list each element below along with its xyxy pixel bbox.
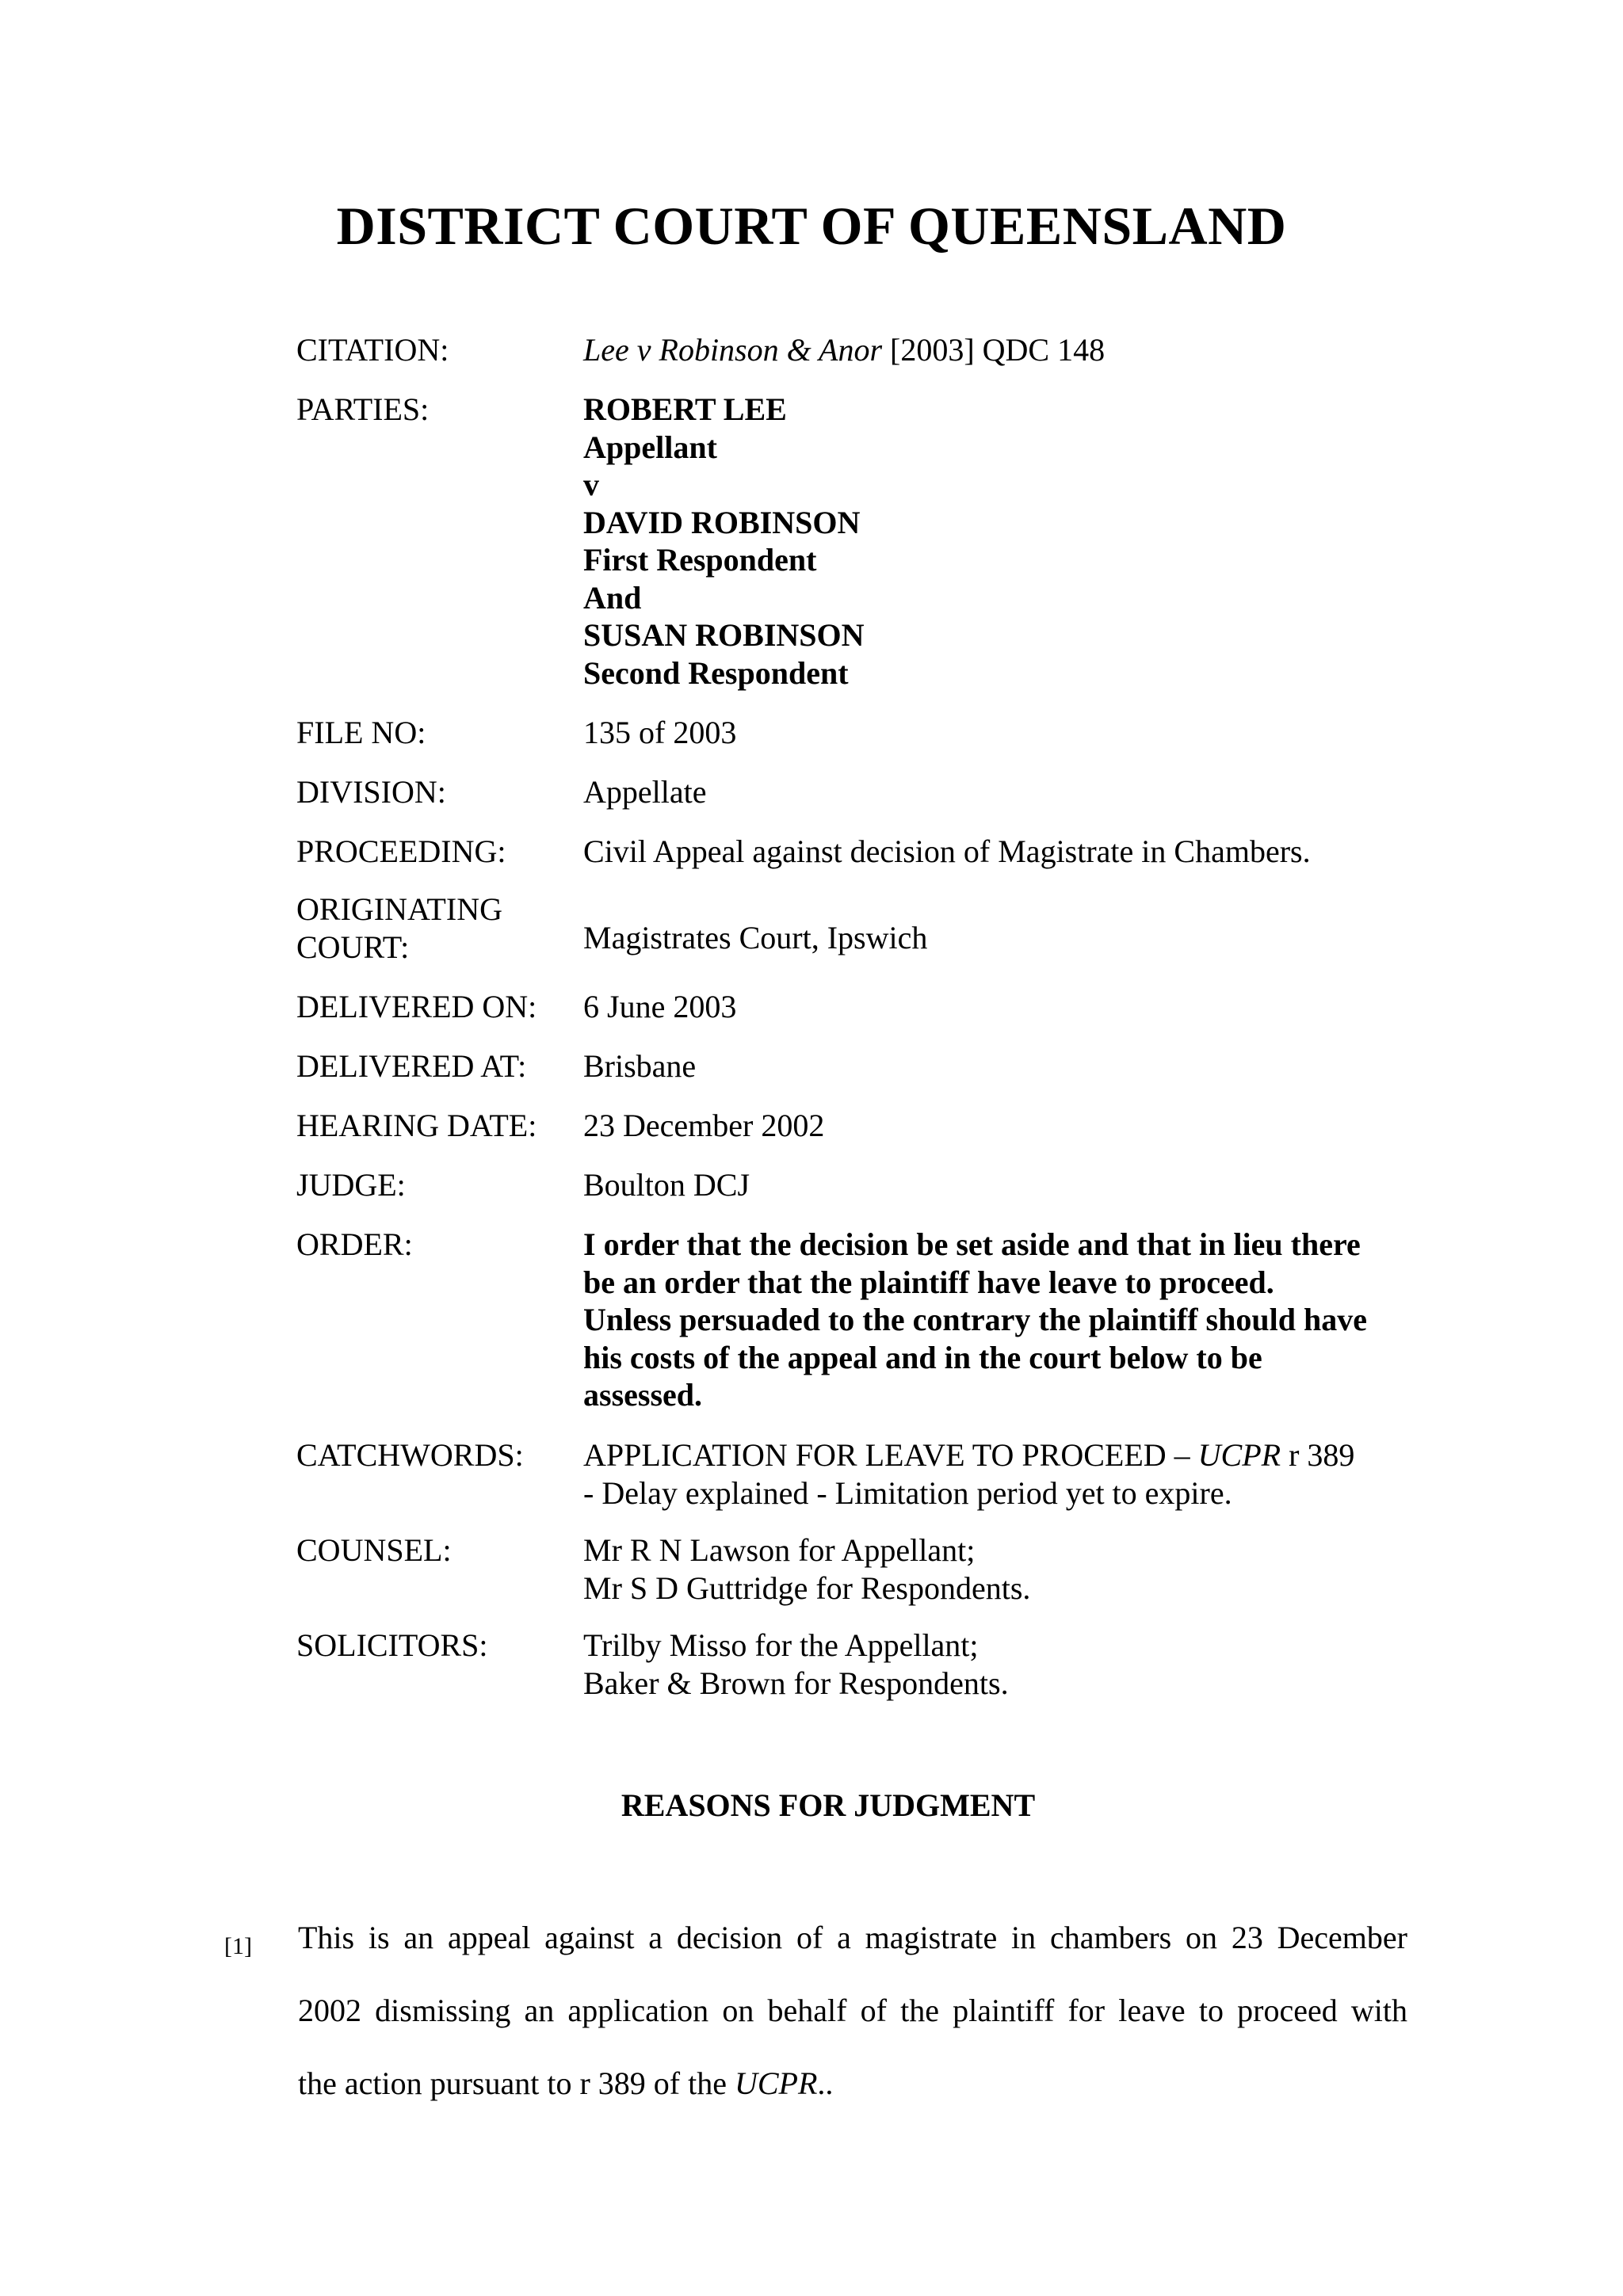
counsel-line: Mr S D Guttridge for Respondents. xyxy=(583,1569,1031,1606)
delivered-at-label: DELIVERED AT: xyxy=(296,1048,527,1084)
ucpr-ref: UCPR xyxy=(1197,1437,1281,1473)
judge-label: JUDGE: xyxy=(296,1167,406,1203)
counsel-line: Mr R N Lawson for Appellant; xyxy=(583,1532,976,1568)
parties-value xyxy=(583,391,1407,692)
ucpr-ref: UCPR xyxy=(734,2065,818,2101)
order-line: his costs of the appeal and in the court below to be xyxy=(583,1339,1262,1375)
judge-value: Boulton DCJ xyxy=(583,1167,750,1203)
party-line: ROBERT LEE xyxy=(583,391,787,427)
order-line: Unless persuaded to the contrary the plaintiff should have xyxy=(583,1302,1367,1337)
file-no-value: 135 of 2003 xyxy=(583,715,737,750)
hearing-date-value: 23 December 2002 xyxy=(583,1108,825,1143)
paragraph-text: .. xyxy=(817,2065,834,2101)
solicitors-line: Trilby Misso for the Appellant; xyxy=(583,1627,979,1663)
originating-court-label xyxy=(296,891,582,966)
citation-reference: [2003] QDC 148 xyxy=(882,332,1106,368)
catchwords-line xyxy=(583,1436,1407,1474)
paragraph-number: [1] xyxy=(224,1933,252,1959)
citation-value xyxy=(583,331,1407,369)
solicitors-line: Baker & Brown for Respondents. xyxy=(583,1665,1009,1701)
catchwords-value xyxy=(583,1436,1407,1512)
paragraph-text: the action pursuant to r 389 of the xyxy=(298,2065,735,2101)
catchwords-line: - Delay explained - Limitation period yet to expire. xyxy=(583,1474,1232,1511)
counsel-value xyxy=(583,1531,1407,1607)
paragraph-1 xyxy=(298,1919,1407,2138)
party-line: SUSAN ROBINSON xyxy=(583,617,865,653)
solicitors-value xyxy=(583,1627,1407,1702)
originating-court-value: Magistrates Court, Ipswich xyxy=(583,920,928,955)
division-value: Appellate xyxy=(583,774,707,810)
originating-court-label-line: ORIGINATING xyxy=(296,891,502,927)
delivered-on-value: 6 June 2003 xyxy=(583,989,737,1024)
order-value xyxy=(583,1226,1407,1414)
party-line: And xyxy=(583,579,642,616)
hearing-date-label: HEARING DATE: xyxy=(296,1108,537,1143)
order-line: be an order that the plaintiff have leave to proceed. xyxy=(583,1264,1274,1300)
paragraph-line: This is an appeal against a decision of a magistrate in chambers on 23 December xyxy=(298,1920,1407,1955)
catchwords-text: APPLICATION FOR LEAVE TO PROCEED – xyxy=(583,1437,1198,1473)
file-no-label: FILE NO: xyxy=(296,715,426,750)
court-title: DISTRICT COURT OF QUEENSLAND xyxy=(336,196,1287,256)
reasons-heading: REASONS FOR JUDGMENT xyxy=(621,1787,1036,1823)
proceeding-label: PROCEEDING: xyxy=(296,833,506,869)
catchwords-text: r 389 xyxy=(1281,1437,1355,1473)
order-line: assessed. xyxy=(583,1377,703,1413)
catchwords-label: CATCHWORDS: xyxy=(296,1437,524,1473)
case-name: Lee v Robinson & Anor xyxy=(583,332,883,368)
party-line: Appellant xyxy=(583,429,717,465)
citation-label: CITATION: xyxy=(296,332,449,368)
parties-label: PARTIES: xyxy=(296,391,430,427)
party-line: Second Respondent xyxy=(583,654,849,691)
originating-court-label-line: COURT: xyxy=(296,929,410,965)
division-label: DIVISION: xyxy=(296,774,446,810)
paragraph-line xyxy=(298,2065,1407,2138)
party-line: DAVID ROBINSON xyxy=(583,504,861,540)
party-line: v xyxy=(583,467,599,502)
party-line: First Respondent xyxy=(583,542,817,578)
solicitors-label: SOLICITORS: xyxy=(296,1627,488,1663)
paragraph-line: 2002 dismissing an application on behalf of the plaintiff for leave to proceed with xyxy=(298,1993,1407,2028)
counsel-label: COUNSEL: xyxy=(296,1532,452,1568)
order-label: ORDER: xyxy=(296,1226,413,1262)
delivered-on-label: DELIVERED ON: xyxy=(296,989,537,1024)
delivered-at-value: Brisbane xyxy=(583,1048,697,1084)
proceeding-value: Civil Appeal against decision of Magistrate in Chambers. xyxy=(583,833,1311,869)
order-line: I order that the decision be set aside and that in lieu there xyxy=(583,1226,1361,1262)
